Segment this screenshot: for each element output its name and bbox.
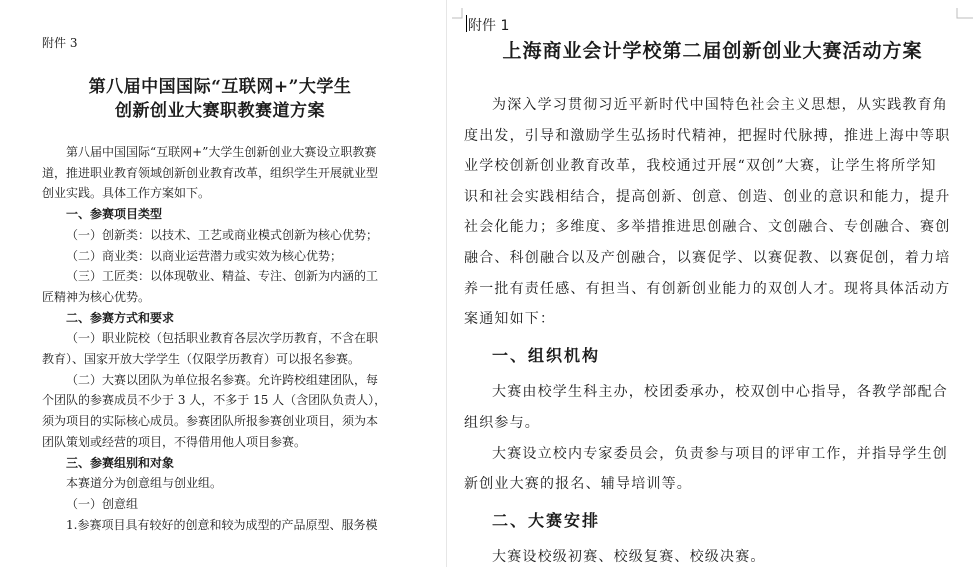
paragraph-line: 社会化能力；多维度、多举措推进思创融合、文创融合、专创融合、赛创: [464, 219, 951, 236]
document-body: [464, 90, 951, 567]
document-title-line-1: 第八届中国国际“互联网+”大学生: [88, 77, 352, 97]
paragraph-line: （二）大赛以团队为单位报名参赛。允许跨校组建团队，每: [66, 372, 379, 387]
section-heading: 二、参赛方式和要求: [66, 310, 175, 325]
paragraph-line: （一）创意组: [66, 496, 139, 511]
paragraph-line: 道，推进职业教育领域创新创业教育改革，组织学生开展就业型: [42, 165, 379, 180]
attachment-label: 附件 3: [42, 36, 78, 50]
paragraph-line: 创业实践。具体工作方案如下。: [42, 186, 211, 201]
attachment-label: 附件 1: [468, 18, 510, 34]
paragraph-line: 业学校创新创业教育改革，我校通过开展“双创”大赛，让学生将所学知: [464, 158, 937, 175]
paragraph-line: 度出发，引导和激励学生弘扬时代精神，把握时代脉搏，推进上海中等职: [464, 127, 951, 144]
section-heading: 二、大赛安排: [492, 510, 601, 530]
left-document-page: [0, 0, 440, 567]
paragraph-line: 识和社会实践相结合，提高创新、创意、创造、创业的意识和能力，提升: [464, 188, 951, 205]
paragraph-line: 须为项目的实际核心成员。参赛团队所报参赛创业项目，须为本: [42, 414, 379, 429]
paragraph-line: 教育）、国家开放大学学生（仅限学历教育）可以报名参赛。: [42, 352, 361, 367]
document-body: [42, 142, 402, 535]
paragraph-line: 第八届中国国际“互联网+”大学生创新创业大赛设立职教赛: [66, 145, 377, 159]
paragraph-line: 个团队的参赛成员不少于 3 人，不多于 15 人（含团队负责人），: [42, 393, 387, 408]
section-heading: 一、组织机构: [492, 345, 601, 365]
right-document-page[interactable]: [452, 0, 973, 567]
document-title: 上海商业会计学校第二届创新创业大赛活动方案: [502, 40, 923, 62]
paragraph-line: 融合、科创融合以及产创融合，以赛促学、以赛促教、以赛促创，着力培: [464, 249, 951, 266]
paragraph-line: 组织参与。: [464, 414, 540, 431]
paragraph-line: 大赛设立校内专家委员会，负责参与项目的评审工作，并指导学生创: [492, 445, 948, 462]
paragraph-line: 大赛设校级初赛、校级复赛、校级决赛。: [492, 549, 766, 566]
paragraph-line: 团队策划或经营的项目，不得借用他人项目参赛。: [42, 434, 307, 449]
paragraph-line: （三）工匠类：以体现敬业、精益、专注、创新为内涵的工: [66, 269, 379, 284]
page-divider: [446, 0, 447, 567]
paragraph-line: （一）创新类：以技术、工艺或商业模式创新为核心优势；: [66, 227, 379, 242]
paragraph-line: 匠精神为核心优势。: [42, 289, 151, 304]
paragraph-line: 新创业大赛的报名、辅导培训等。: [464, 476, 692, 493]
paragraph-line: 养一批有责任感、有担当、有创新创业能力的双创人才。现将具体活动方: [464, 280, 951, 297]
paragraph-line: （二）商业类：以商业运营潜力或实效为核心优势；: [66, 248, 343, 263]
paragraph-line: （一）职业院校（包括职业教育各层次学历教育，不含在职: [66, 331, 379, 346]
paragraph-line: 大赛由校学生科主办，校团委承办，校双创中心指导，各教学部配合: [492, 384, 948, 401]
text-cursor: [466, 15, 467, 32]
document-title-line-2: 创新创业大赛职教赛道方案: [115, 101, 325, 121]
paragraph-line: 案通知如下：: [464, 311, 556, 328]
paragraph-line: 1.参赛项目具有较好的创意和较为成型的产品原型、服务模: [66, 517, 378, 532]
paragraph-line: 为深入学习贯彻习近平新时代中国特色社会主义思想，从实践教育角: [492, 97, 948, 113]
section-heading: 一、参赛项目类型: [66, 207, 163, 222]
section-heading: 三、参赛组别和对象: [66, 455, 175, 470]
page-corner-marks: [452, 8, 973, 20]
paragraph-line: 本赛道分为创意组与创业组。: [66, 476, 223, 491]
